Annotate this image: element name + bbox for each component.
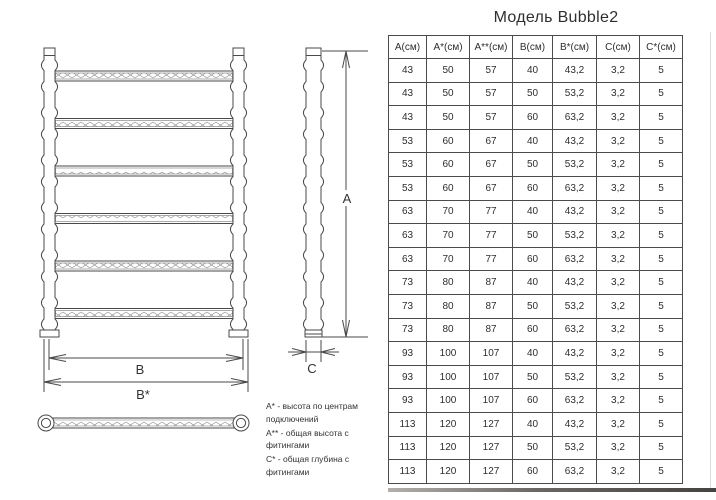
dimension-label-a: A <box>342 191 352 206</box>
col-header-b1: В*(см) <box>553 36 597 59</box>
spec-table-header <box>389 36 683 59</box>
post-caps <box>44 48 321 56</box>
table-cell: 5 <box>640 271 683 295</box>
table-cell: 5 <box>640 318 683 342</box>
rung <box>56 168 233 174</box>
table-cell: 43 <box>389 82 427 106</box>
dimension-label-b: B <box>135 362 145 377</box>
table-cell: 53 <box>389 176 427 200</box>
table-cell: 3,2 <box>597 247 640 271</box>
table-cell: 63,2 <box>553 318 597 342</box>
table-cell: 40 <box>513 200 553 224</box>
table-cell: 53 <box>389 153 427 177</box>
post-feet <box>40 330 322 337</box>
legend-notes <box>266 400 360 480</box>
table-cell: 40 <box>513 342 553 366</box>
table-row <box>389 294 683 318</box>
table-cell: 67 <box>470 153 513 177</box>
table-cell: 80 <box>427 294 470 318</box>
table-cell: 50 <box>513 294 553 318</box>
table-row <box>389 389 683 413</box>
table-cell: 60 <box>427 153 470 177</box>
table-cell: 5 <box>640 129 683 153</box>
table-cell: 40 <box>513 412 553 436</box>
table-cell: 120 <box>427 460 470 484</box>
post-edge <box>230 56 233 331</box>
table-cell: 63,2 <box>553 106 597 130</box>
table-cell: 40 <box>513 129 553 153</box>
table-cell: 113 <box>389 412 427 436</box>
table-cell: 50 <box>427 59 470 83</box>
table-cell: 43,2 <box>553 342 597 366</box>
table-cell: 57 <box>470 59 513 83</box>
table-row <box>389 365 683 389</box>
dimension-width <box>44 339 248 402</box>
table-row <box>389 129 683 153</box>
table-cell: 67 <box>470 176 513 200</box>
table-cell: 127 <box>470 436 513 460</box>
table-cell: 60 <box>513 106 553 130</box>
table-cell: 40 <box>513 59 553 83</box>
post-edge <box>41 56 44 331</box>
table-cell: 5 <box>640 247 683 271</box>
table-cell: 53,2 <box>553 436 597 460</box>
table-cell: 87 <box>470 294 513 318</box>
table-cell: 63,2 <box>553 176 597 200</box>
table-cell: 80 <box>427 271 470 295</box>
col-header-b: В(см) <box>513 36 553 59</box>
table-cell: 77 <box>470 247 513 271</box>
post-profiles <box>41 56 323 331</box>
table-cell: 73 <box>389 318 427 342</box>
dimension-height <box>322 51 368 337</box>
scan-bottom-shadow <box>388 488 716 492</box>
post-edge <box>244 56 247 331</box>
table-cell: 50 <box>427 106 470 130</box>
table-cell: 3,2 <box>597 342 640 366</box>
table-cell: 127 <box>470 412 513 436</box>
rung <box>56 121 233 127</box>
table-cell: 77 <box>470 224 513 248</box>
dimension-label-b-star: B* <box>136 387 150 402</box>
table-cell: 77 <box>470 200 513 224</box>
table-cell: 3,2 <box>597 129 640 153</box>
table-cell: 53,2 <box>553 224 597 248</box>
col-header-a: А(см) <box>389 36 427 59</box>
table-cell: 5 <box>640 460 683 484</box>
table-row <box>389 271 683 295</box>
table-cell: 3,2 <box>597 200 640 224</box>
table-cell: 3,2 <box>597 271 640 295</box>
col-header-c: С(см) <box>597 36 640 59</box>
table-cell: 60 <box>513 389 553 413</box>
table-cell: 113 <box>389 436 427 460</box>
table-cell: 3,2 <box>597 294 640 318</box>
table-cell: 3,2 <box>597 106 640 130</box>
table-cell: 43 <box>389 59 427 83</box>
table-cell: 113 <box>389 460 427 484</box>
table-row <box>389 153 683 177</box>
rung <box>56 263 233 269</box>
table-row <box>389 318 683 342</box>
rung <box>56 73 233 79</box>
table-cell: 43,2 <box>553 412 597 436</box>
table-row <box>389 59 683 83</box>
table-cell: 100 <box>427 342 470 366</box>
table-row <box>389 224 683 248</box>
table-cell: 63,2 <box>553 389 597 413</box>
table-cell: 57 <box>470 82 513 106</box>
table-cell: 63,2 <box>553 247 597 271</box>
table-row <box>389 247 683 271</box>
table-row <box>389 82 683 106</box>
table-cell: 80 <box>427 318 470 342</box>
table-cell: 93 <box>389 365 427 389</box>
table-cell: 50 <box>513 436 553 460</box>
table-cell: 50 <box>513 82 553 106</box>
dimension-depth <box>288 340 339 376</box>
table-row <box>389 460 683 484</box>
table-cell: 5 <box>640 342 683 366</box>
table-cell: 60 <box>513 460 553 484</box>
table-cell: 3,2 <box>597 224 640 248</box>
table-cell: 5 <box>640 294 683 318</box>
col-header-a2: А**(см) <box>470 36 513 59</box>
table-cell: 5 <box>640 200 683 224</box>
table-cell: 50 <box>513 224 553 248</box>
col-header-c1: С*(см) <box>640 36 683 59</box>
table-cell: 73 <box>389 271 427 295</box>
table-cell: 107 <box>470 342 513 366</box>
table-cell: 63 <box>389 247 427 271</box>
table-cell: 53,2 <box>553 294 597 318</box>
table-cell: 3,2 <box>597 82 640 106</box>
table-cell: 43,2 <box>553 59 597 83</box>
table-cell: 63 <box>389 224 427 248</box>
post-edge <box>321 56 324 331</box>
table-cell: 63 <box>389 200 427 224</box>
table-cell: 3,2 <box>597 318 640 342</box>
table-row <box>389 412 683 436</box>
table-cell: 120 <box>427 436 470 460</box>
table-cell: 5 <box>640 365 683 389</box>
table-cell: 93 <box>389 389 427 413</box>
dimension-label-c: C <box>307 361 317 376</box>
table-cell: 107 <box>470 389 513 413</box>
table-cell: 5 <box>640 106 683 130</box>
scan-page-edge <box>710 32 711 490</box>
table-cell: 5 <box>640 389 683 413</box>
table-cell: 3,2 <box>597 153 640 177</box>
table-cell: 100 <box>427 389 470 413</box>
note-a-double-star: А** - общая высота с фитингами <box>266 427 349 451</box>
spec-table-body <box>389 59 683 484</box>
table-cell: 70 <box>427 200 470 224</box>
table-cell: 67 <box>470 129 513 153</box>
table-cell: 50 <box>513 153 553 177</box>
table-cell: 3,2 <box>597 412 640 436</box>
table-cell: 50 <box>513 365 553 389</box>
header-row <box>389 36 683 59</box>
table-cell: 53 <box>389 129 427 153</box>
front-view-rungs <box>55 71 233 319</box>
table-cell: 5 <box>640 436 683 460</box>
table-cell: 3,2 <box>597 365 640 389</box>
table-cell: 5 <box>640 176 683 200</box>
table-cell: 40 <box>513 271 553 295</box>
table-cell: 5 <box>640 224 683 248</box>
table-cell: 43 <box>389 106 427 130</box>
table-cell: 43,2 <box>553 200 597 224</box>
table-cell: 93 <box>389 342 427 366</box>
table-cell: 3,2 <box>597 176 640 200</box>
table-cell: 43,2 <box>553 129 597 153</box>
table-cell: 3,2 <box>597 460 640 484</box>
table-row <box>389 106 683 130</box>
table-cell: 3,2 <box>597 59 640 83</box>
col-header-a1: А*(см) <box>427 36 470 59</box>
table-cell: 120 <box>427 412 470 436</box>
table-row <box>389 176 683 200</box>
table-cell: 87 <box>470 318 513 342</box>
rung <box>56 311 233 317</box>
table-cell: 60 <box>427 129 470 153</box>
table-cell: 63,2 <box>553 460 597 484</box>
table-cell: 107 <box>470 365 513 389</box>
note-a-star: А* - высота по центрам подключений <box>266 401 359 424</box>
table-cell: 57 <box>470 106 513 130</box>
post-edge <box>303 56 306 331</box>
table-cell: 70 <box>427 247 470 271</box>
note-c-star: С* - общая глубина с фитингами <box>266 454 350 477</box>
table-cell: 5 <box>640 82 683 106</box>
spec-table <box>388 35 683 484</box>
table-cell: 60 <box>513 318 553 342</box>
table-row <box>389 200 683 224</box>
table-cell: 73 <box>389 294 427 318</box>
table-cell: 60 <box>513 176 553 200</box>
table-cell: 60 <box>427 176 470 200</box>
table-cell: 43,2 <box>553 271 597 295</box>
table-cell: 5 <box>640 59 683 83</box>
table-row <box>389 342 683 366</box>
table-cell: 53,2 <box>553 153 597 177</box>
table-cell: 87 <box>470 271 513 295</box>
rung <box>56 216 233 222</box>
post-edge <box>55 56 58 331</box>
table-cell: 53,2 <box>553 82 597 106</box>
model-title: Модель Bubble2 <box>493 9 619 26</box>
table-cell: 50 <box>427 82 470 106</box>
table-cell: 5 <box>640 412 683 436</box>
table-cell: 3,2 <box>597 389 640 413</box>
table-cell: 100 <box>427 365 470 389</box>
table-cell: 127 <box>470 460 513 484</box>
table-cell: 53,2 <box>553 365 597 389</box>
table-cell: 70 <box>427 224 470 248</box>
table-row <box>389 436 683 460</box>
table-cell: 3,2 <box>597 436 640 460</box>
table-cell: 5 <box>640 153 683 177</box>
table-cell: 60 <box>513 247 553 271</box>
rung-top-view <box>38 415 249 431</box>
